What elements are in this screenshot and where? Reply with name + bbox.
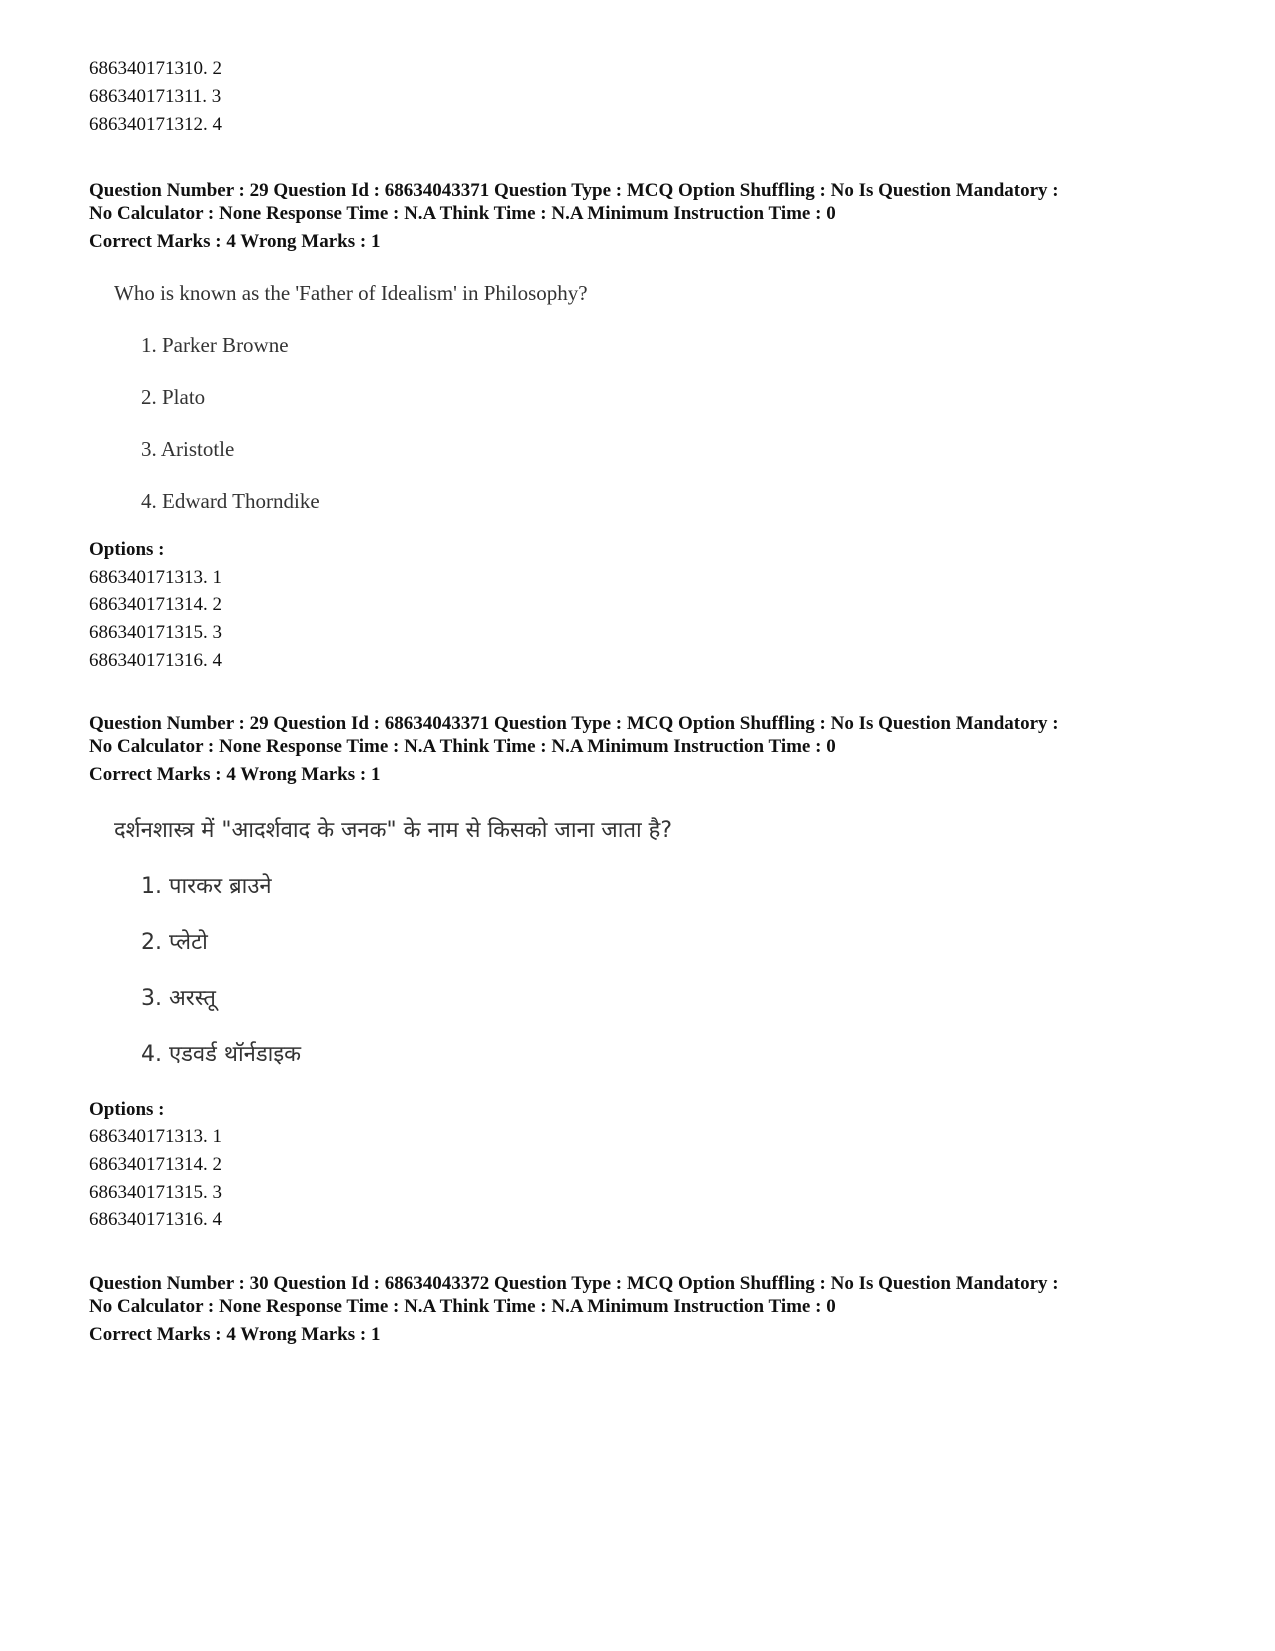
question-header-line-1: Question Number : 29 Question Id : 68634043371 Question Type : MCQ Option Shuffling : No Is Question Mandatory :	[89, 180, 1059, 201]
option-id-line: 686340171313. 1	[89, 567, 222, 588]
options-label: Options :	[89, 539, 165, 560]
answer-choice: 3. Aristotle	[141, 437, 235, 461]
question-marks: Correct Marks : 4 Wrong Marks : 1	[89, 1324, 381, 1345]
question-text: दर्शनशास्त्र में "आदर्शवाद के जनक" के नाम से किसको जाना जाता है?	[114, 818, 673, 843]
option-id-line: 686340171313. 1	[89, 1126, 222, 1147]
answer-choice: 1. पारकर ब्राउने	[141, 874, 272, 899]
option-id-line: 686340171310. 2	[89, 58, 222, 79]
option-id-line: 686340171312. 4	[89, 114, 222, 135]
question-text: Who is known as the 'Father of Idealism' in Philosophy?	[114, 281, 588, 305]
option-id-line: 686340171316. 4	[89, 1209, 222, 1230]
answer-choice: 1. Parker Browne	[141, 333, 289, 357]
question-header-line-2: No Calculator : None Response Time : N.A Think Time : N.A Minimum Instruction Time : 0	[89, 736, 836, 757]
option-id-line: 686340171315. 3	[89, 622, 222, 643]
option-id-line: 686340171314. 2	[89, 594, 222, 615]
answer-choice: 4. एडवर्ड थॉर्नडाइक	[141, 1042, 302, 1067]
answer-choice: 4. Edward Thorndike	[141, 489, 320, 513]
answer-choice: 3. अरस्तू	[141, 986, 216, 1011]
question-header-line-2: No Calculator : None Response Time : N.A Think Time : N.A Minimum Instruction Time : 0	[89, 1296, 836, 1317]
question-marks: Correct Marks : 4 Wrong Marks : 1	[89, 231, 381, 252]
question-header-line-1: Question Number : 29 Question Id : 68634043371 Question Type : MCQ Option Shuffling : No Is Question Mandatory :	[89, 713, 1059, 734]
question-header-line-2: No Calculator : None Response Time : N.A Think Time : N.A Minimum Instruction Time : 0	[89, 203, 836, 224]
answer-choice: 2. प्लेटो	[141, 930, 208, 955]
answer-choice: 2. Plato	[141, 385, 206, 409]
question-marks: Correct Marks : 4 Wrong Marks : 1	[89, 764, 381, 785]
options-label: Options :	[89, 1099, 165, 1120]
option-id-line: 686340171315. 3	[89, 1182, 222, 1203]
option-id-line: 686340171311. 3	[89, 86, 222, 107]
question-header-line-1: Question Number : 30 Question Id : 68634043372 Question Type : MCQ Option Shuffling : No Is Question Mandatory :	[89, 1273, 1059, 1294]
option-id-line: 686340171316. 4	[89, 650, 222, 671]
option-id-line: 686340171314. 2	[89, 1154, 222, 1175]
